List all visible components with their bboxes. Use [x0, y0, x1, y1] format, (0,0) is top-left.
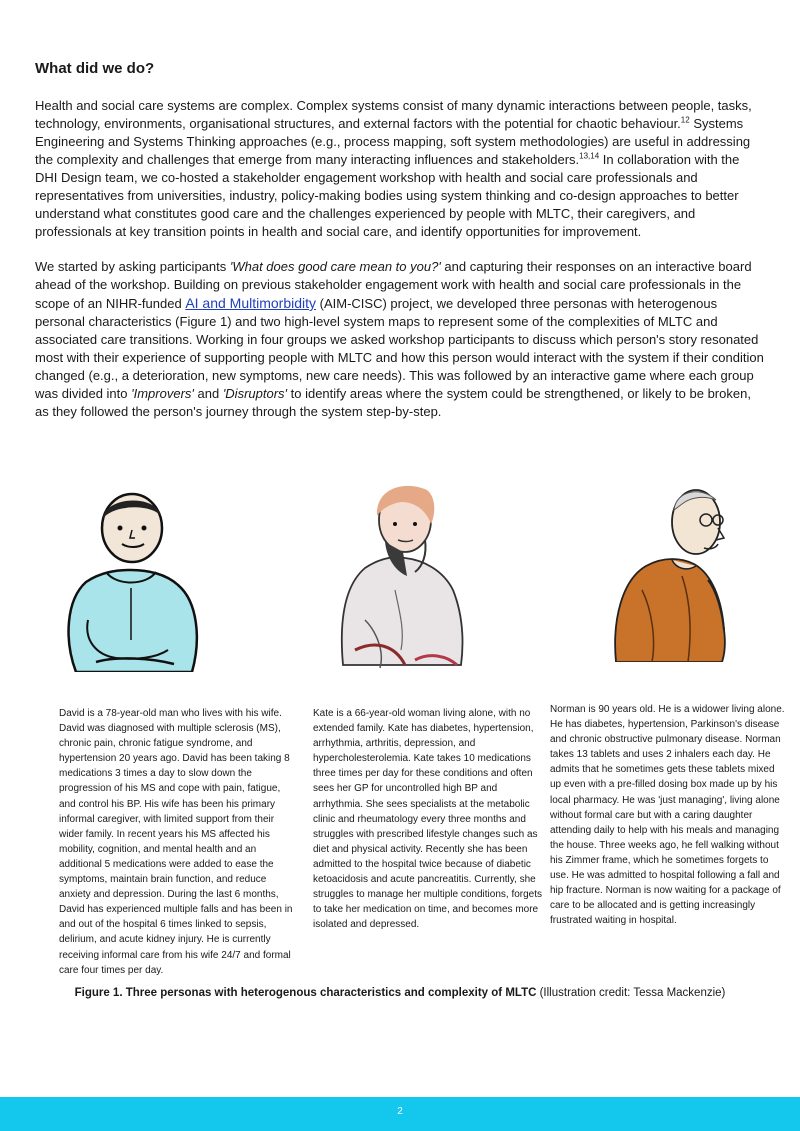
quote-good-care: 'What does good care mean to you?' [229, 259, 441, 274]
figure-caption-title: Figure 1. Three personas with heterogenous characteristics and complexity of MLTC [74, 987, 537, 999]
p2-text-3: (AIM-CISC) project, we developed three personas with heterogenous personal characteristics (Figure 1) and two high-level system maps to represent some of the complexities of MLTC and associated care transitions. Working in four groups we asked workshop participants to discuss which person's story resonated most with their experience of supporting people with MLTC and how this person would interact with the system if their condition changed (e.g., a deterioration, new symptoms, new care needs). This was followed by an interactive game where each group was divided into [35, 296, 764, 401]
p1-text-3: In collaboration with the DHI Design team, we co-hosted a stakeholder engagement workshop with health and social care professionals and representatives from universities, industry, policy-making bodies using system thinking and co-design approaches to better understand what constitutes good care and the challenges experienced by people with MLTC, their caregivers, and professionals at key transition points in health and social care, and identify opportunities for improvement. [35, 152, 740, 239]
p1-text-2: Systems Engineering and Systems Thinking approaches (e.g., process mapping, soft system methodologies) are useful in addressing the complexity and challenges that emerge from many interacting influences and stakeholders. [35, 116, 751, 167]
quote-disruptors: 'Disruptors' [222, 386, 288, 401]
figure-caption [0, 987, 800, 999]
norman-persona-illustration [612, 480, 757, 662]
p1-text-1: Health and social care systems are complex. Complex systems consist of many dynamic interactions between people, tasks, technology, environments, organisational structures, and external factors with the potential for chaotic behaviour. [35, 98, 752, 131]
david-persona-illustration [56, 490, 206, 672]
p2-text-2: and capturing their responses on an interactive board ahead of the workshop. Building on previous stakeholder engagement work with health and social care professionals in the scope of an NIHR-funded [35, 259, 752, 311]
norman-persona-description: Norman is 90 years old. He is a widower living alone. He has diabetes, hypertension, Parkinson's disease and chronic obstructive pulmonary disease. Norman takes 13 tablets and uses 2 inhalers each day. He admits that he sometimes gets these tablets mixed up even with a pre-filled dosing box made up by his local pharmacy. He was 'just managing', living alone without formal care but with a caring daughter attending daily to help with his meals and managing the house. Three weeks ago, he fell walking without his Zimmer frame, which he sometimes forgets to use. He was admitted to hospital following a fall and hip fracture. Norman is now waiting for a package of care to be allocated and is getting increasingly frustrated waiting in hospital. [550, 704, 785, 927]
kate-persona-illustration [335, 480, 471, 672]
reference-12: 12 [680, 115, 690, 125]
p2-text-1: We started by asking participants [35, 259, 230, 274]
page-number: 2 [397, 1106, 403, 1117]
ai-multimorbidity-link[interactable]: AI and Multimorbidity [185, 295, 317, 311]
david-persona-description: David is a 78-year-old man who lives with his wife. David was diagnosed with multiple sclerosis (MS), chronic pain, chronic fatigue syndrome, and hypertension 20 years ago. David has been taking 8 medications 3 times a day to slow down the progression of his MS and cope with pain, fatigue, and control his BP. His wife has been his primary informal caregiver, with limited support from their wider family. In recent years his MS affected his mobility, cognition, and mental health and an additional 5 medications were added to ease the symptoms, maintain brain function, and reduce anxiety and depression. During the last 6 months, David has experienced multiple falls and has been in and out of the hospital 6 times linked to sepsis, delirium, and acute kidney injury. He is currently receiving informal care from his wife 24/7 and formal care four times per day. [59, 708, 293, 976]
p2-text-5: to identify areas where the system could be strengthened, or likely to be broken, as they followed the person's journey through the system step-by-step. [35, 386, 751, 419]
paragraph-method [35, 258, 765, 421]
page-footer [0, 1097, 800, 1131]
p2-text-4: and [193, 386, 223, 401]
reference-13-14: 13,14 [579, 151, 600, 161]
figure-caption-credit: (Illustration credit: Tessa Mackenzie) [536, 987, 726, 999]
quote-improvers: 'Improvers' [131, 386, 194, 401]
kate-persona-description: Kate is a 66-year-old woman living alone, with no extended family. Kate has diabetes, hypertension, arrhythmia, arthritis, depression, and hypercholesterolemia. Kate takes 10 medications three times per day for these conditions and often sees her GP for uncontrolled high BP and arrhythmia. She sees specialists at the metabolic clinic and rheumatology every three months and struggles with prescribed lifestyle changes such as diet and physical activity. Recently she has been admitted to the hospital twice because of diabetic ketoacidosis and acute pancreatitis. Currently, she struggles to manage her multiple conditions, forgets to take her medication on time, and becomes more isolated and depressed. [313, 708, 543, 931]
section-heading: What did we do? [35, 60, 155, 77]
paragraph-intro [35, 97, 765, 241]
